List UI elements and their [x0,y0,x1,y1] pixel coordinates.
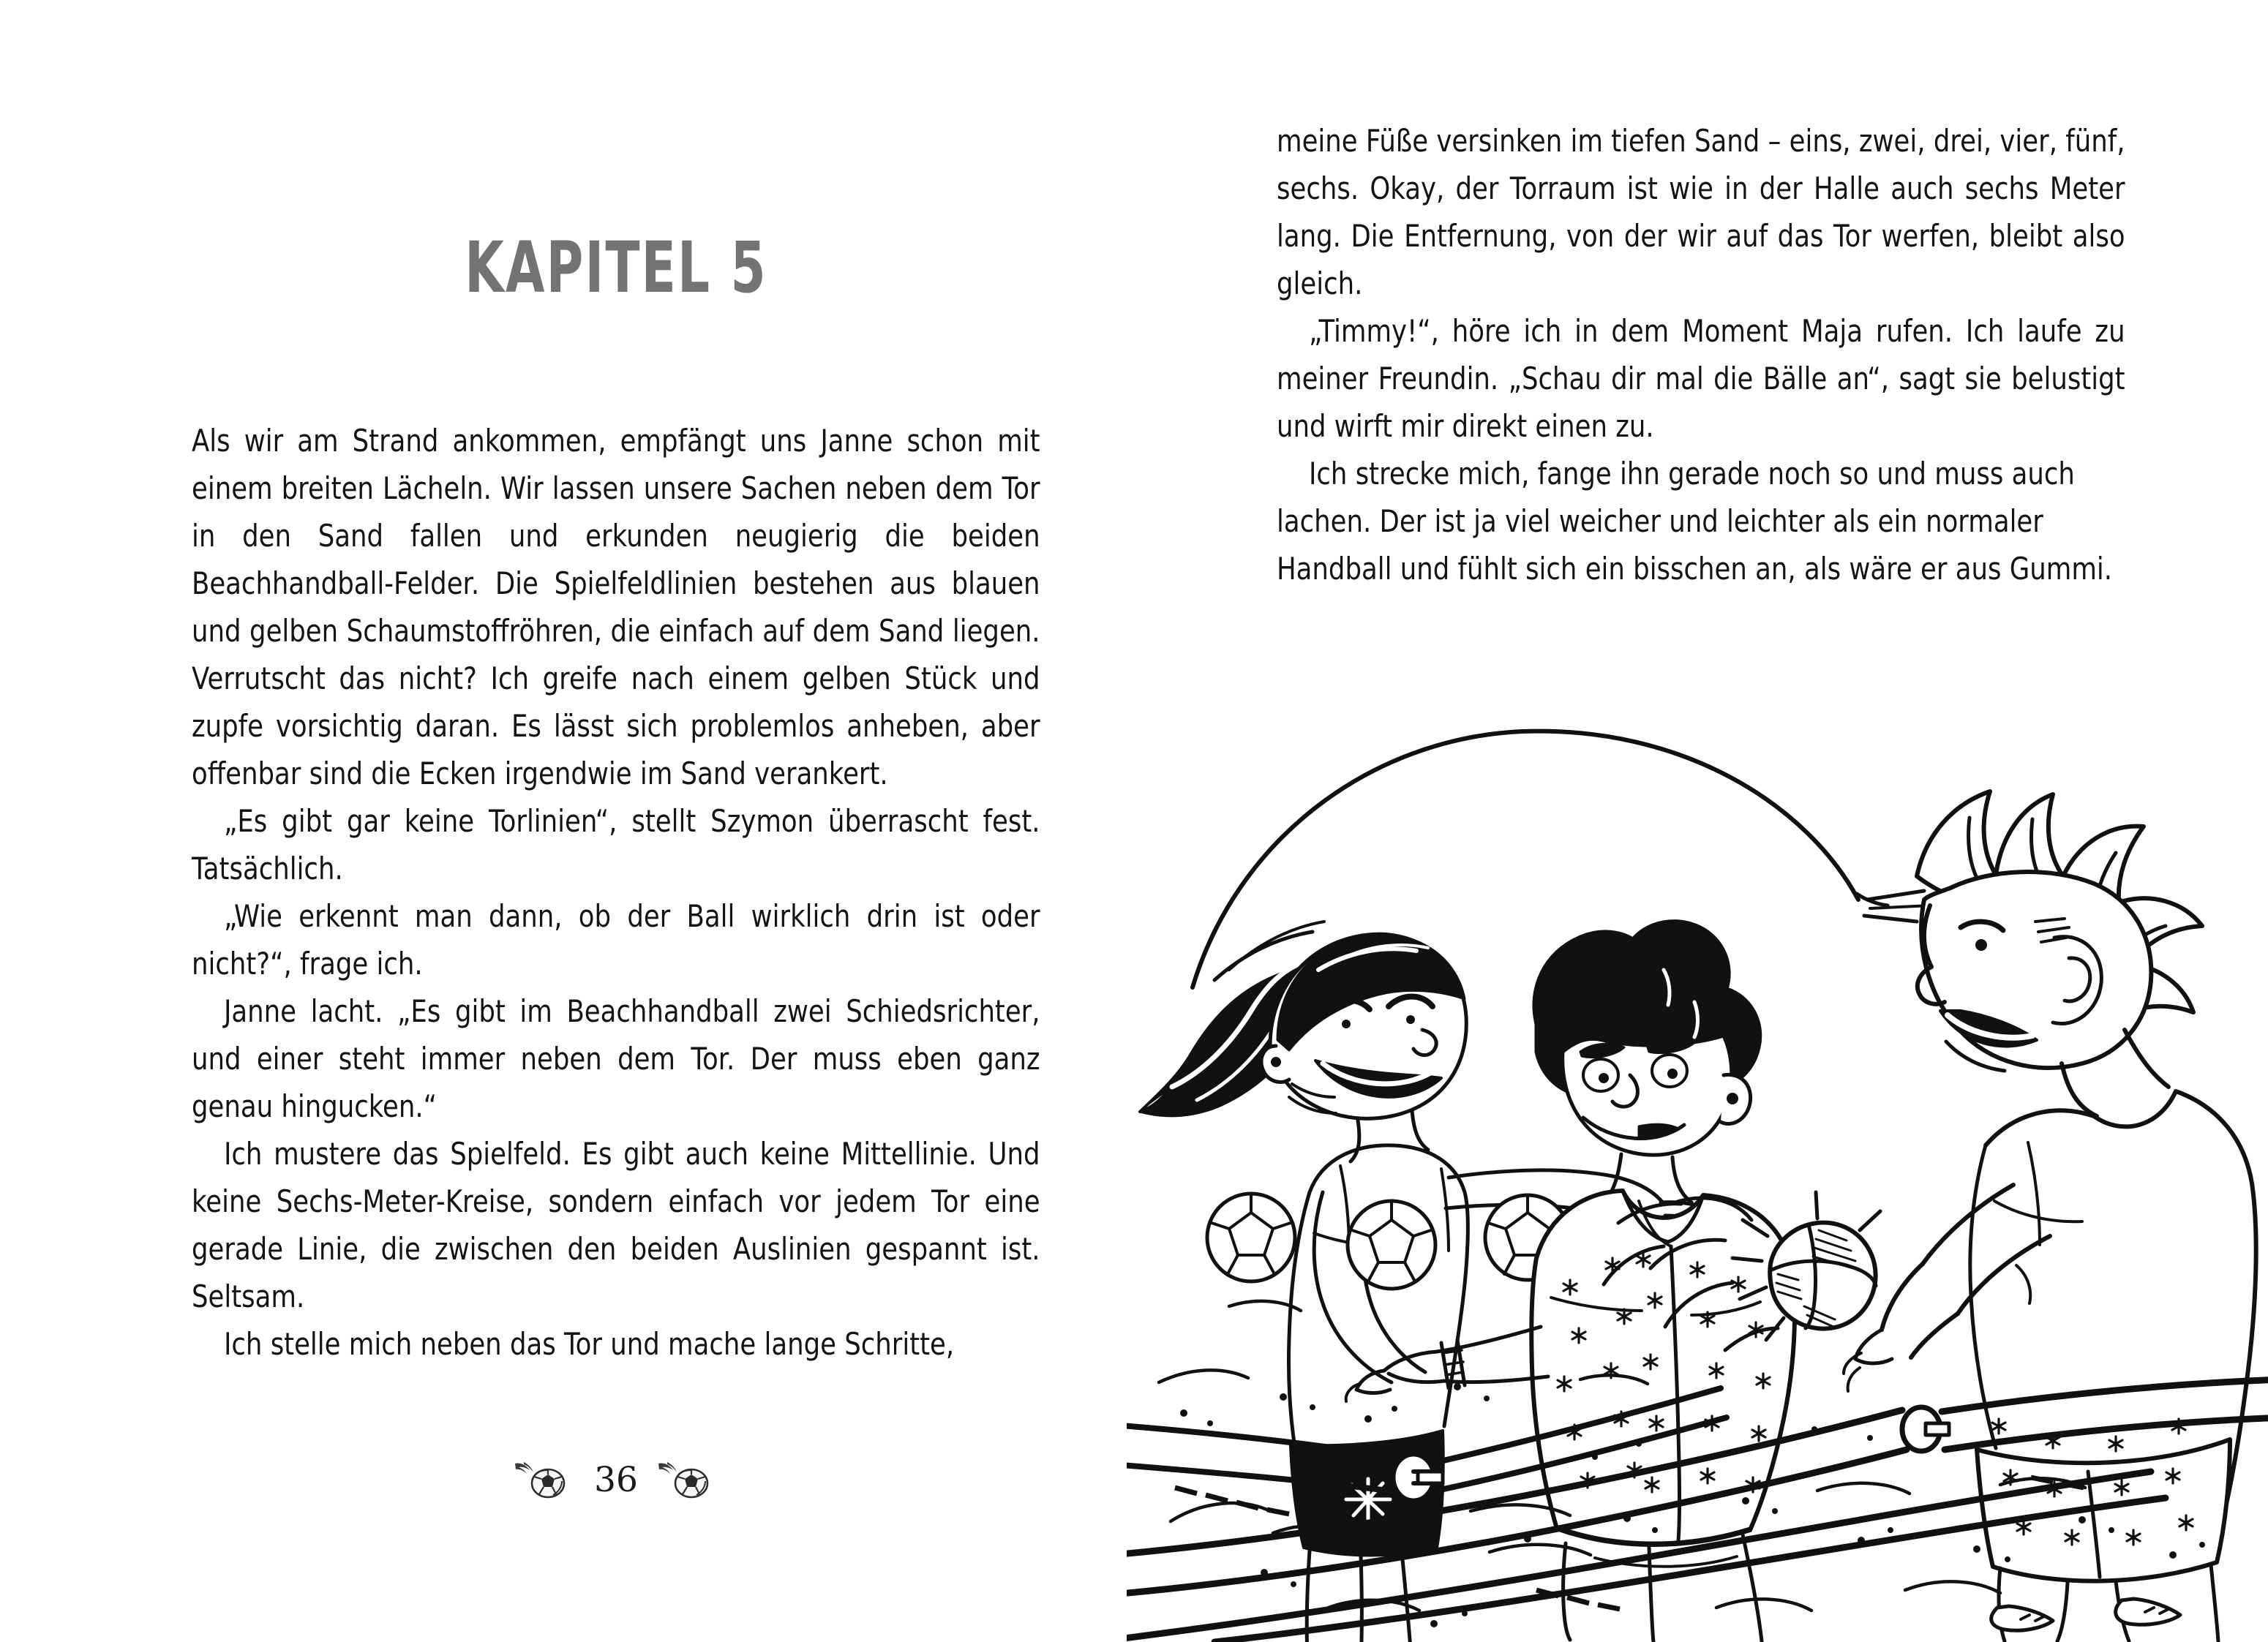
paragraph: Als wir am Strand ankommen, empfängt uns Janne schon mit einem breiten Lächeln. Wir lassen unsere Sachen neben dem Tor in den Sand fallen und erkunden neugierig die beiden Beachhandball-Felder. Die Spielfeldlinien bestehen aus blauen und gelben Schaumstoffröhren, die einfach auf dem Sand liegen. Verrutscht das nicht? Ich greife nach einem gelben Stück und zupfe vorsichtig daran. Es lässt sich problemlos anheben, aber offenbar sind die Ecken irgendwie im Sand verankert. [192,423,1040,791]
flying-soccer-ball-icon [514,1459,575,1500]
page-footer [192,1459,1040,1500]
chapter-illustration [1127,680,2268,1642]
paragraph: „Wie erkennt man dann, ob der Ball wirklich drin ist oder nicht?“, frage ich. [192,898,1040,982]
paragraph: Ich strecke mich, fange ihn gerade noch so und muss auch lachen. Der ist ja viel weicher und leichter als ein normaler Handball und fühlt sich ein bisschen an, als wäre er aus Gummi. [1277,456,2113,587]
chapter-heading: KAPITEL 5 [465,227,767,309]
paragraph: „Timmy!“, höre ich in dem Moment Maja rufen. Ich laufe zu meiner Freundin. „Schau dir mal die Bälle an“, sagt sie belustigt und wirft mir direkt einen zu. [1277,313,2125,444]
right-column-body [1277,117,2125,592]
flying-soccer-ball-icon [657,1459,718,1500]
paragraph: Ich mustere das Spielfeld. Es gibt auch keine Mittellinie. Und keine Sechs-Meter-Kreise, sondern einfach vor jedem Tor eine gerade Linie, die zwischen den beiden Auslinien gespannt ist. Seltsam. [192,1136,1040,1314]
paragraph: Janne lacht. „Es gibt im Beachhandball zwei Schiedsrichter, und einer steht immer neben dem Tor. Der muss eben ganz genau hingucken.“ [192,993,1040,1124]
paragraph: Ich stelle mich neben das Tor und mache lange Schritte, [223,1326,955,1362]
left-column-body [192,417,1040,1368]
paragraph: meine Füße versinken im tiefen Sand – eins, zwei, drei, vier, fünf, sechs. Okay, der Torraum ist wie in der Halle auch sechs Meter lang. Die Entfernung, von der wir auf das Tor werfen, bleibt also gleich. [1277,123,2125,301]
illustration-artwork [1127,680,2268,1642]
paragraph: „Es gibt gar keine Torlinien“, stellt Szymon überrascht fest. Tatsächlich. [192,803,1040,886]
page-number: 36 [594,1459,638,1500]
